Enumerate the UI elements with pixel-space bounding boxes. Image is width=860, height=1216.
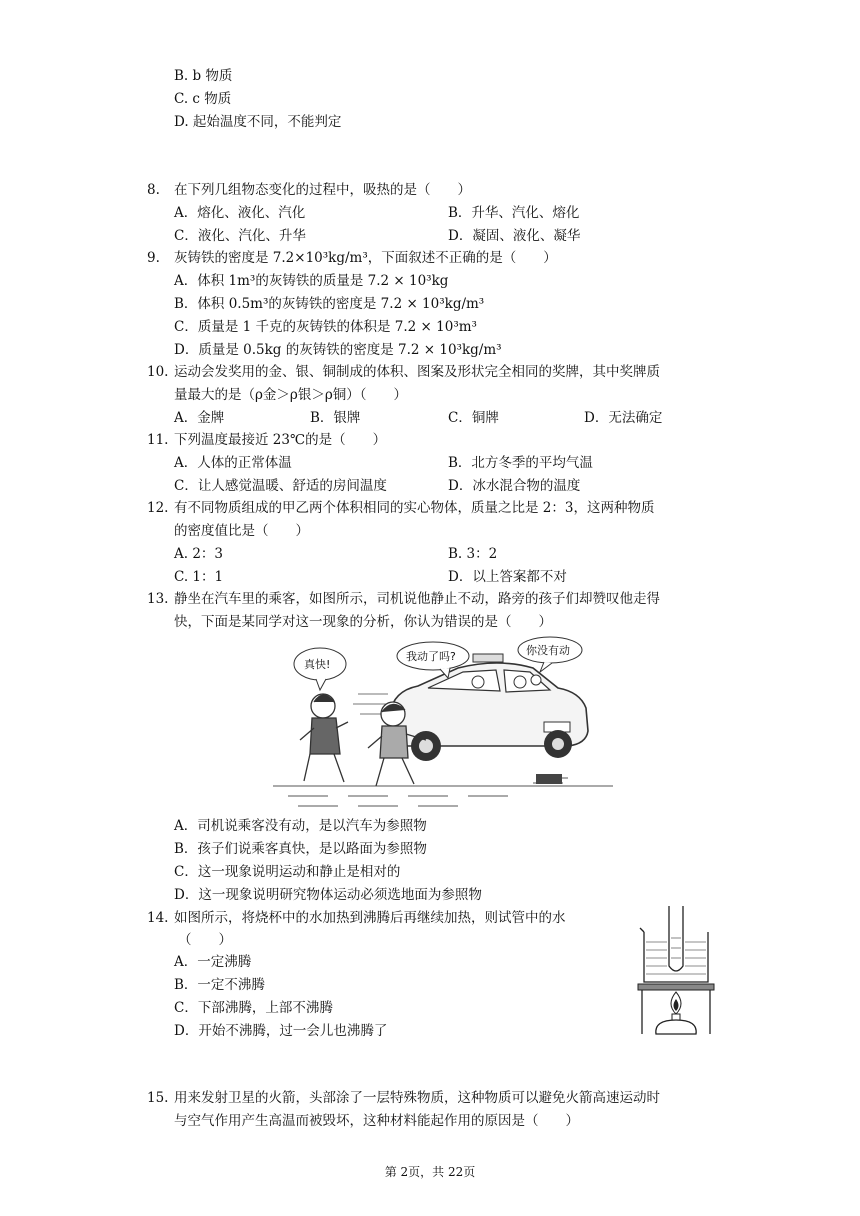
q9-option-b: B．体积 0.5m³的灰铸铁的密度是 7.2 × 10³kg/m³ [174, 296, 485, 312]
q12-stem-line2: 的密度值比是（ ） [174, 523, 309, 539]
q13-stem-line2: 快，下面是某同学对这一现象的分析，你认为错误的是（ ） [174, 614, 552, 630]
q13-option-a: A．司机说乘客没有动，是以汽车为参照物 [174, 818, 427, 834]
q8-option-a: A．熔化、液化、汽化 [174, 205, 306, 221]
q12-option-c: C. 1：1 [174, 569, 224, 585]
q12-stem-line1: 有不同物质组成的甲乙两个体积相同的实心物体，质量之比是 2：3，这两种物质 [174, 500, 655, 516]
q15-number: 15. [147, 1090, 169, 1106]
q7-option-d: D. 起始温度不同，不能判定 [174, 114, 342, 130]
q14-option-a: A．一定沸腾 [174, 954, 252, 970]
q13-option-d: D．这一现象说明研究物体运动必须选地面为参照物 [174, 887, 482, 903]
q11-option-c: C．让人感觉温暖、舒适的房间温度 [174, 478, 387, 494]
q9-option-a: A．体积 1m³的灰铸铁的质量是 7.2 × 10³kg [174, 273, 449, 289]
q11-option-b: B．北方冬季的平均气温 [448, 455, 593, 471]
q7-option-c: C. c 物质 [174, 91, 232, 107]
q8-option-c: C．液化、汽化、升华 [174, 228, 306, 244]
page-footer: 第 2页，共 22页 [384, 1165, 476, 1179]
q14-stem-line1: 如图所示，将烧杯中的水加热到沸腾后再继续加热，则试管中的水 [174, 910, 566, 926]
q13-stem-line1: 静坐在汽车里的乘客，如图所示，司机说他静止不动，路旁的孩子们却赞叹他走得 [174, 591, 660, 607]
q11-option-a: A．人体的正常体温 [174, 455, 292, 471]
bubble-text-2: 我动了吗? [406, 650, 456, 663]
car-children-figure [268, 636, 618, 812]
bubble-text-3: 你没有动 [526, 644, 570, 657]
q11-number: 11. [147, 432, 169, 448]
q12-option-d: D．以上答案都不对 [448, 569, 567, 585]
beaker-testtube-figure [636, 902, 718, 1038]
q14-option-d: D．开始不沸腾，过一会儿也沸腾了 [174, 1023, 388, 1039]
q10-option-d: D．无法确定 [584, 410, 663, 426]
q10-option-c: C．铜牌 [448, 410, 499, 426]
q9-option-d: D．质量是 0.5kg 的灰铸铁的密度是 7.2 × 10³kg/m³ [174, 342, 502, 358]
q10-option-b: B．银牌 [310, 410, 361, 426]
q13-option-c: C．这一现象说明运动和静止是相对的 [174, 864, 401, 880]
q10-number: 10. [147, 364, 169, 380]
q12-number: 12. [147, 500, 169, 516]
q13-number: 13. [147, 591, 169, 607]
q14-option-b: B．一定不沸腾 [174, 977, 265, 993]
q10-option-a: A．金牌 [174, 410, 225, 426]
q8-number: 8. [147, 182, 160, 198]
q9-option-c: C．质量是 1 千克的灰铸铁的体积是 7.2 × 10³m³ [174, 319, 477, 335]
q14-option-c: C．下部沸腾，上部不沸腾 [174, 1000, 333, 1016]
q14-number: 14. [147, 910, 169, 926]
q8-stem: 在下列几组物态变化的过程中，吸热的是（ ） [174, 182, 471, 198]
q8-option-d: D．凝固、液化、凝华 [448, 228, 581, 244]
q15-stem-line2: 与空气作用产生高温而被毁坏，这种材料能起作用的原因是（ ） [174, 1113, 579, 1129]
q10-stem-line2: 量最大的是（ρ金＞ρ银＞ρ铜）（ ） [174, 387, 408, 403]
q9-stem: 灰铸铁的密度是 7.2×10³kg/m³，下面叙述不正确的是（ ） [174, 250, 557, 266]
q11-option-d: D．冰水混合物的温度 [448, 478, 581, 494]
q15-stem-line1: 用来发射卫星的火箭，头部涂了一层特殊物质，这种物质可以避免火箭高速运动时 [174, 1090, 660, 1106]
q8-option-b: B．升华、汽化、熔化 [448, 205, 580, 221]
q10-stem-line1: 运动会发奖用的金、银、铜制成的体积、图案及形状完全相同的奖牌，其中奖牌质 [174, 364, 660, 380]
q13-option-b: B．孩子们说乘客真快，是以路面为参照物 [174, 841, 427, 857]
q11-stem: 下列温度最接近 23℃的是（ ） [174, 432, 387, 448]
q9-number: 9. [147, 250, 160, 266]
q7-option-b: B. b 物质 [174, 68, 233, 84]
q14-stem-line2: （ ） [178, 932, 232, 948]
q12-option-b: B. 3：2 [448, 546, 498, 562]
bubble-text-1: 真快! [304, 658, 331, 671]
q12-option-a: A. 2：3 [174, 546, 224, 562]
